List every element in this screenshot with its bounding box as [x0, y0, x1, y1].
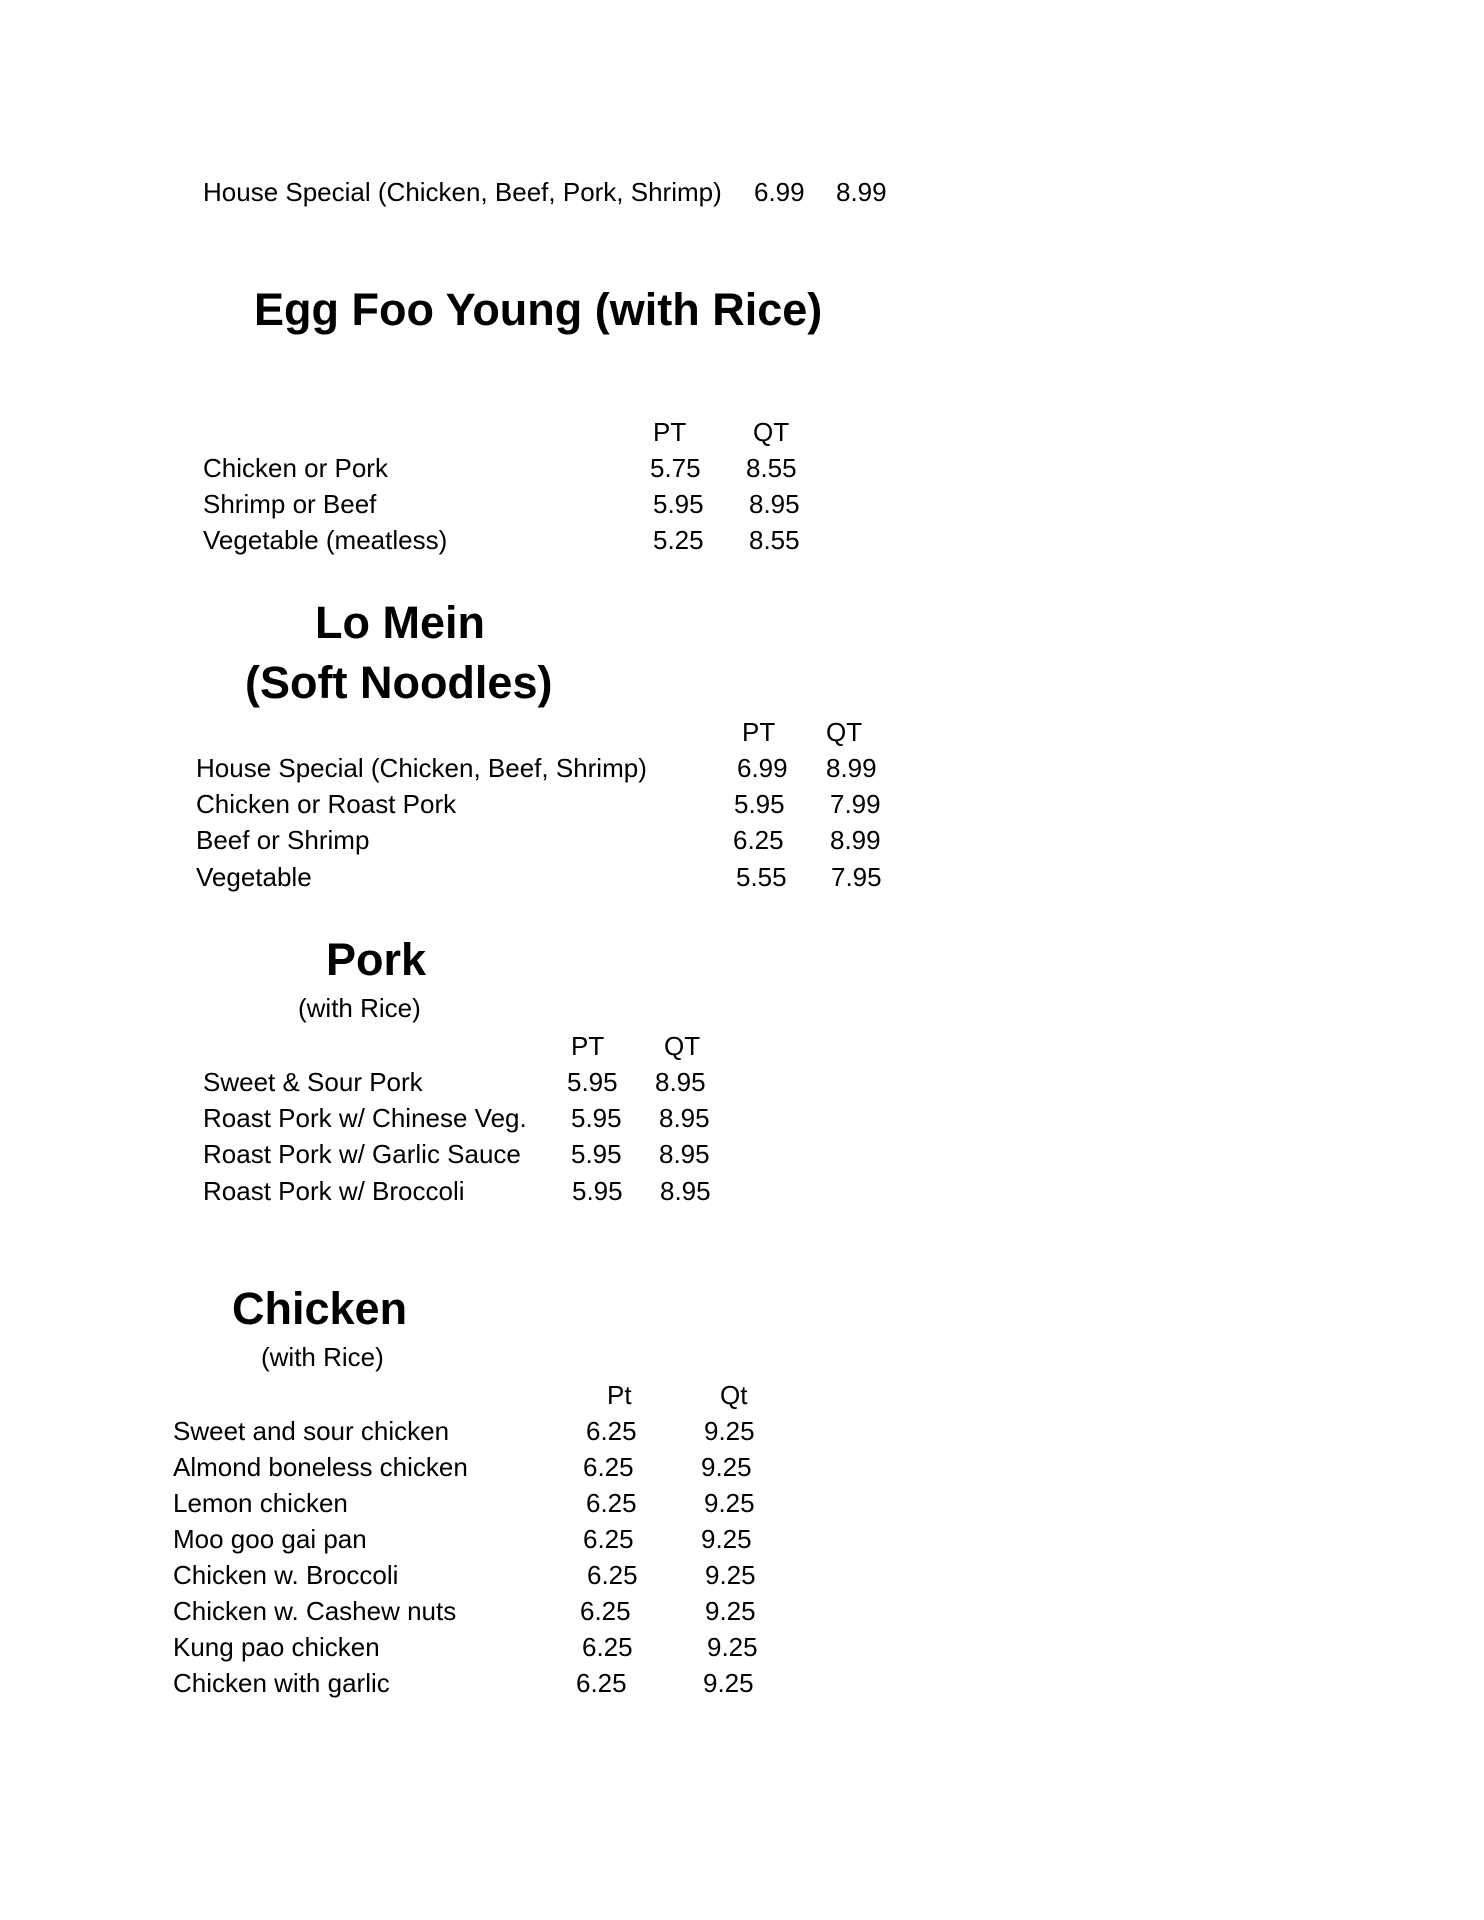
- egg-foo-young-col-qt: QT: [753, 417, 790, 447]
- house-special-top-name: House Special (Chicken, Beef, Pork, Shrimp): [203, 177, 722, 207]
- chicken-heading: Chicken: [232, 1283, 408, 1334]
- house-special-top-qt: 8.99: [836, 177, 887, 207]
- chicken-col-pt: Pt: [607, 1380, 632, 1410]
- chicken-item-pt: 6.25: [583, 1524, 634, 1554]
- lo-mein-item-name: Chicken or Roast Pork: [196, 789, 457, 819]
- egg-foo-young-item-name: Vegetable (meatless): [203, 525, 448, 555]
- pork-item-name: Sweet & Sour Pork: [203, 1067, 423, 1097]
- lo-mein-col-qt: QT: [826, 717, 863, 747]
- chicken-item-name: Sweet and sour chicken: [173, 1416, 450, 1446]
- lo-mein-item-name: Beef or Shrimp: [196, 825, 370, 855]
- lo-mein-subheading: (Soft Noodles): [245, 657, 553, 708]
- chicken-item-name: Chicken w. Broccoli: [173, 1560, 399, 1590]
- chicken-item-pt: 6.25: [582, 1632, 633, 1662]
- egg-foo-young-item-qt: 8.95: [749, 489, 800, 519]
- pork-col-pt: PT: [571, 1031, 605, 1061]
- chicken-item-name: Kung pao chicken: [173, 1632, 380, 1662]
- chicken-item-qt: 9.25: [705, 1560, 756, 1590]
- egg-foo-young-item-pt: 5.25: [653, 525, 704, 555]
- chicken-item-qt: 9.25: [701, 1524, 752, 1554]
- pork-heading: Pork: [326, 934, 427, 985]
- chicken-item-qt: 9.25: [701, 1452, 752, 1482]
- pork-item-qt: 8.95: [655, 1067, 706, 1097]
- lo-mein-item-pt: 5.55: [736, 862, 787, 892]
- pork-item-qt: 8.95: [659, 1139, 710, 1169]
- egg-foo-young-item-name: Shrimp or Beef: [203, 489, 377, 519]
- egg-foo-young-item-qt: 8.55: [749, 525, 800, 555]
- chicken-item-qt: 9.25: [705, 1596, 756, 1626]
- egg-foo-young-heading: Egg Foo Young (with Rice): [254, 284, 823, 335]
- chicken-item-pt: 6.25: [586, 1488, 637, 1518]
- chicken-item-pt: 6.25: [576, 1668, 627, 1698]
- lo-mein-item-name: House Special (Chicken, Beef, Shrimp): [196, 753, 647, 783]
- lo-mein-item-qt: 8.99: [826, 753, 877, 783]
- lo-mein-item-qt: 8.99: [830, 825, 881, 855]
- lo-mein-item-qt: 7.95: [831, 862, 882, 892]
- pork-item-qt: 8.95: [660, 1176, 711, 1206]
- chicken-item-name: Lemon chicken: [173, 1488, 348, 1518]
- chicken-subheading: (with Rice): [261, 1342, 384, 1372]
- lo-mein-col-pt: PT: [742, 717, 776, 747]
- chicken-item-name: Almond boneless chicken: [173, 1452, 468, 1482]
- egg-foo-young-item-name: Chicken or Pork: [203, 453, 388, 483]
- chicken-item-pt: 6.25: [586, 1416, 637, 1446]
- house-special-top-pt: 6.99: [754, 177, 805, 207]
- lo-mein-item-name: Vegetable: [196, 862, 312, 892]
- chicken-item-pt: 6.25: [580, 1596, 631, 1626]
- chicken-item-name: Moo goo gai pan: [173, 1524, 367, 1554]
- lo-mein-item-pt: 6.99: [737, 753, 788, 783]
- egg-foo-young-item-pt: 5.75: [650, 453, 701, 483]
- pork-item-name: Roast Pork w/ Chinese Veg.: [203, 1103, 527, 1133]
- pork-item-qt: 8.95: [659, 1103, 710, 1133]
- chicken-item-qt: 9.25: [704, 1416, 755, 1446]
- chicken-item-name: Chicken with garlic: [173, 1668, 390, 1698]
- lo-mein-item-pt: 6.25: [733, 825, 784, 855]
- egg-foo-young-item-qt: 8.55: [746, 453, 797, 483]
- pork-item-pt: 5.95: [571, 1139, 622, 1169]
- lo-mein-heading: Lo Mein: [315, 597, 485, 648]
- chicken-col-qt: Qt: [720, 1380, 748, 1410]
- chicken-item-qt: 9.25: [703, 1668, 754, 1698]
- chicken-item-pt: 6.25: [587, 1560, 638, 1590]
- pork-item-name: Roast Pork w/ Garlic Sauce: [203, 1139, 521, 1169]
- egg-foo-young-col-pt: PT: [653, 417, 687, 447]
- pork-item-pt: 5.95: [572, 1176, 623, 1206]
- pork-col-qt: QT: [664, 1031, 701, 1061]
- pork-item-pt: 5.95: [571, 1103, 622, 1133]
- lo-mein-item-pt: 5.95: [734, 789, 785, 819]
- chicken-item-name: Chicken w. Cashew nuts: [173, 1596, 457, 1626]
- pork-subheading: (with Rice): [298, 993, 421, 1023]
- chicken-item-qt: 9.25: [707, 1632, 758, 1662]
- egg-foo-young-item-pt: 5.95: [653, 489, 704, 519]
- chicken-item-qt: 9.25: [704, 1488, 755, 1518]
- pork-item-name: Roast Pork w/ Broccoli: [203, 1176, 465, 1206]
- chicken-item-pt: 6.25: [583, 1452, 634, 1482]
- lo-mein-item-qt: 7.99: [830, 789, 881, 819]
- pork-item-pt: 5.95: [567, 1067, 618, 1097]
